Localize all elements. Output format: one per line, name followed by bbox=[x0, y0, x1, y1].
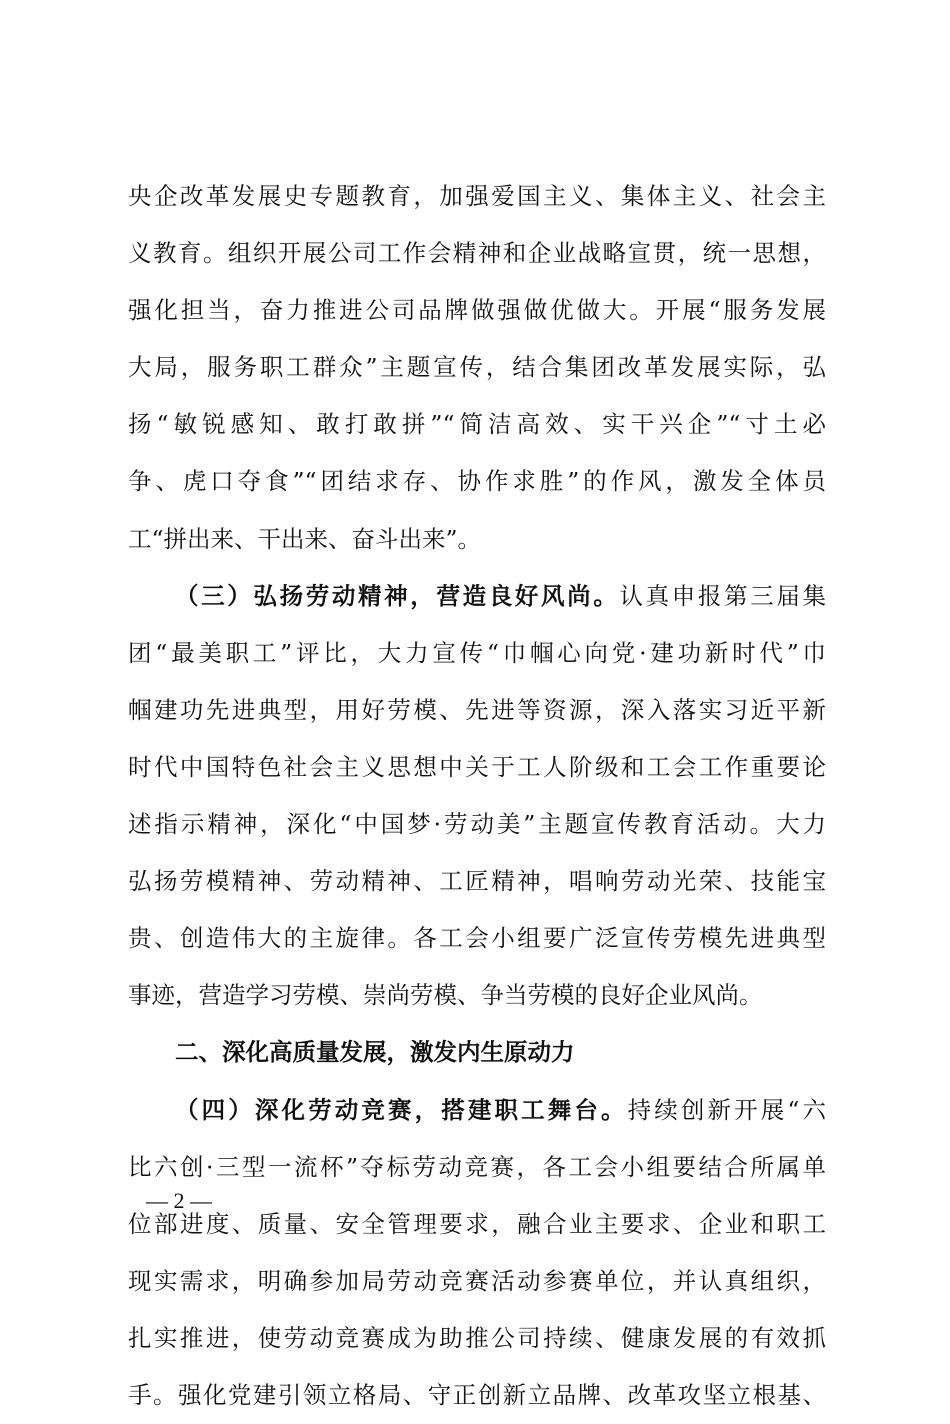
document-body bbox=[128, 168, 826, 1424]
text-line: 扎实推进，使劳动竞赛成为助推公司持续、健康发展的有效抓 bbox=[128, 1323, 826, 1352]
text-line: 央企改革发展史专题教育，加强爱国主义、集体主义、社会主 bbox=[128, 182, 826, 210]
text-line: 贵、创造伟大的主旋律。各工会小组要广泛宣传劳模先进典型 bbox=[128, 924, 826, 953]
text-line: 时代中国特色社会主义思想中关于工人阶级和工会工作重要论 bbox=[128, 752, 826, 781]
text-line: 强化担当，奋力推进公司品牌做强做优做大。开展“服务发展 bbox=[128, 296, 826, 325]
text-line: 现实需求，明确参加局劳动竞赛活动参赛单位，并认真组织， bbox=[128, 1266, 826, 1295]
subsection-heading: （四）深化劳动竞赛，搭建职工舞台。 bbox=[175, 1095, 628, 1124]
text-line: 大局，服务职工群众”主题宣传，结合集团改革发展实际，弘 bbox=[128, 353, 826, 382]
page-number: — 2 — bbox=[146, 1188, 212, 1213]
text-line: 义教育。组织开展公司工作会精神和企业战略宣贯，统一思想， bbox=[128, 239, 826, 268]
text-line: 事迹，营造学习劳模、崇尚劳模、争当劳模的良好企业风尚。 bbox=[128, 981, 763, 1010]
text-line: 手。强化党建引领立格局、守正创新立品牌、改革攻坚立根基、 bbox=[128, 1380, 826, 1409]
paragraph-text: 持续创新开展“六 bbox=[627, 1095, 827, 1124]
text-line: 弘扬劳模精神、劳动精神、工匠精神，唱响劳动光荣、技能宝 bbox=[128, 867, 826, 896]
paragraph-first-line bbox=[128, 1082, 826, 1139]
text-line: 工“拼出来、干出来、奋斗出来”。 bbox=[128, 524, 482, 553]
text-line: 比六创·三型一流杯”夺标劳动竞赛，各工会小组要结合所属单 bbox=[128, 1152, 826, 1181]
paragraph-first-line bbox=[128, 568, 826, 625]
text-line: 扬“敏锐感知、敢打敢拼”“简洁高效、实干兴企”“寸土必 bbox=[128, 410, 826, 439]
subsection-heading: （三）弘扬劳动精神，营造良好风尚。 bbox=[175, 581, 620, 610]
section-heading: 二、深化高质量发展，激发内生原动力 bbox=[175, 1038, 575, 1067]
text-line: 团“最美职工”评比，大力宣传“巾帼心向党·建功新时代”巾 bbox=[128, 638, 826, 667]
text-line: 争、虎口夺食”“团结求存、协作求胜”的作风，激发全体员 bbox=[128, 467, 826, 496]
text-line: 位部进度、质量、安全管理要求，融合业主要求、企业和职工 bbox=[128, 1209, 826, 1238]
paragraph-text: 认真申报第三届集 bbox=[619, 581, 827, 610]
text-line: 述指示精神，深化“中国梦·劳动美”主题宣传教育活动。大力 bbox=[128, 810, 826, 839]
text-line: 帼建功先进典型，用好劳模、先进等资源，深入落实习近平新 bbox=[128, 695, 826, 724]
